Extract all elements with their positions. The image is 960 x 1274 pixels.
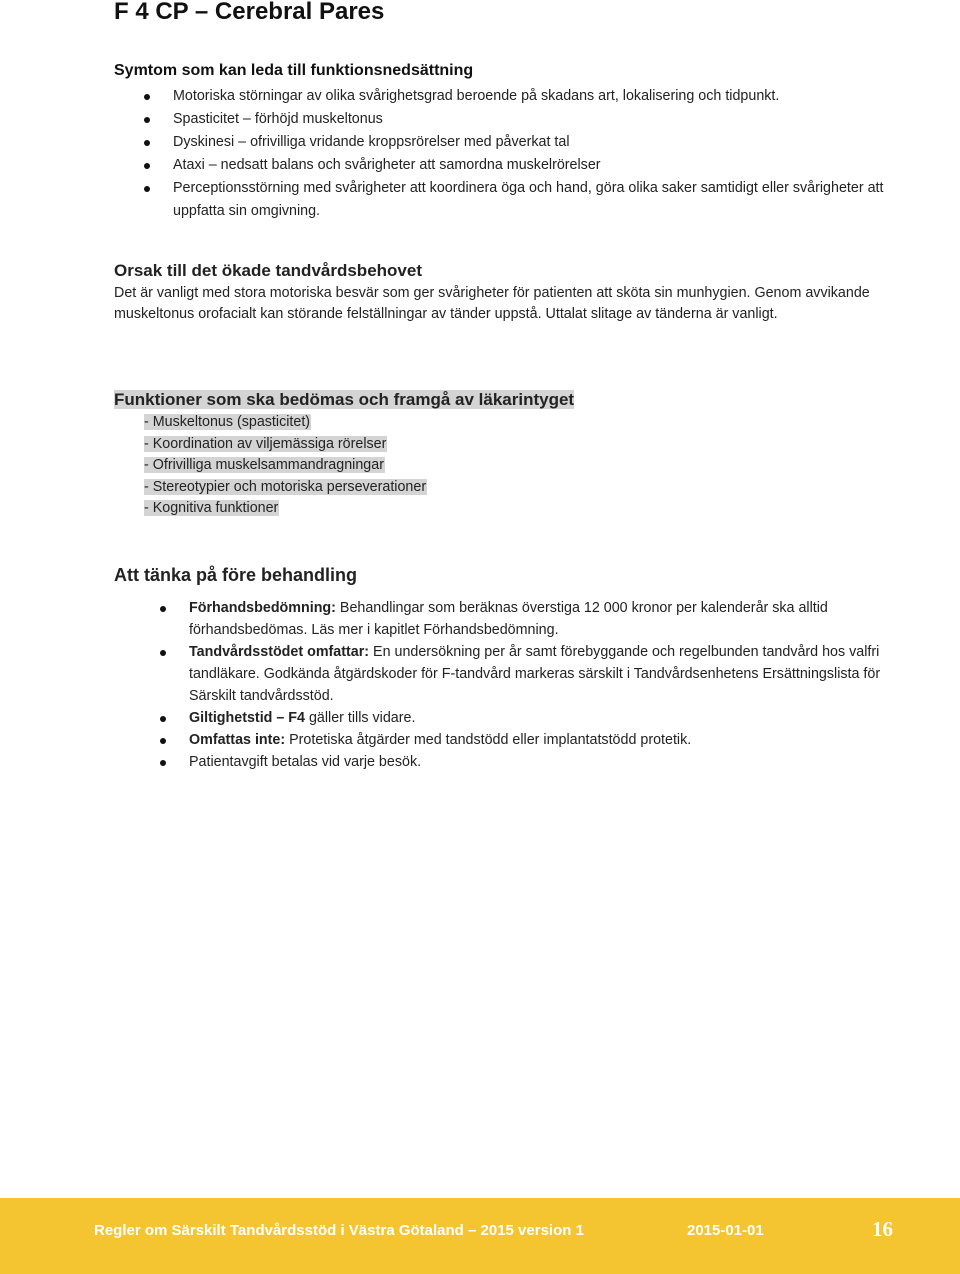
- bullet-icon: [144, 186, 150, 192]
- page-title: F 4 CP – Cerebral Pares: [114, 0, 385, 25]
- bullet-icon: [144, 94, 150, 100]
- functions-heading: Funktioner som ska bedömas och framgå av läkarintyget: [114, 390, 575, 409]
- list-item: Perceptionsstörning med svårigheter att koordinera öga och hand, göra olika saker samtidigt eller svårigheter att uppfatta sin omgivning.: [173, 177, 908, 223]
- list-item: - Kognitiva funktioner: [144, 500, 279, 516]
- list-item: Motoriska störningar av olika svårighetsgrad beroende på skadans art, lokalisering och tidpunkt.: [173, 85, 908, 108]
- footer-date: 2015-01-01: [687, 1222, 764, 1239]
- list-item: Dyskinesi – ofrivilliga vridande kroppsrörelser med påverkat tal: [173, 131, 908, 154]
- before-list: [189, 597, 909, 773]
- before-heading: Att tänka på före behandling: [114, 565, 358, 585]
- cause-heading: Orsak till det ökade tandvårdsbehovet: [114, 261, 422, 280]
- list-item: Spasticitet – förhöjd muskeltonus: [173, 108, 908, 131]
- list-item: - Ofrivilliga muskelsammandragningar: [144, 457, 384, 473]
- list-item: Omfattas inte: Protetiska åtgärder med tandstödd eller implantatstödd protetik.: [189, 729, 909, 751]
- bullet-icon: [160, 716, 166, 722]
- list-item: - Koordination av viljemässiga rörelser: [144, 435, 387, 452]
- list-item: - Muskeltonus (spasticitet): [144, 414, 311, 430]
- symptoms-heading: Symtom som kan leda till funktionsnedsättning: [114, 62, 474, 79]
- list-item: Patientavgift betalas vid varje besök.: [189, 751, 909, 773]
- symptoms-list: [173, 85, 908, 223]
- list-item: Giltighetstid – F4 gäller tills vidare.: [189, 707, 909, 729]
- bullet-icon: [160, 606, 166, 612]
- bullet-icon: [160, 650, 166, 656]
- bullet-icon: [144, 117, 150, 123]
- list-item: Tandvårdsstödet omfattar: En undersökning per år samt förebyggande och regelbunden tandvård hos valfri tandläkare. Godkända åtgärdskoder för F-tandvård markeras särskilt i Tandvårdsenhetens Ersättningslista för Särskilt tandvårdsstöd.: [189, 641, 909, 707]
- list-item: - Stereotypier och motoriska perseverationer: [144, 478, 427, 495]
- footer-text: Regler om Särskilt Tandvårdsstöd i Västra Götaland – 2015 version 1: [94, 1222, 584, 1239]
- cause-text: Det är vanligt med stora motoriska besvär som ger svårigheter för patienten att sköta sin munhygien. Genom avvikande muskeltonus orofacialt kan störande felställningar av tänder uppstå. Uttalat slitage av tänderna är vanligt.: [114, 285, 870, 322]
- bullet-icon: [160, 760, 166, 766]
- bullet-icon: [144, 163, 150, 169]
- list-item: Ataxi – nedsatt balans och svårigheter att samordna muskelrörelser: [173, 154, 908, 177]
- page-number: 16: [872, 1217, 893, 1241]
- functions-list: [144, 412, 427, 520]
- bullet-icon: [160, 738, 166, 744]
- bullet-icon: [144, 140, 150, 146]
- list-item: Förhandsbedömning: Behandlingar som beräknas överstiga 12 000 kronor per kalenderår ska alltid förhandsbedömas. Läs mer i kapitlet Förhandsbedömning.: [189, 597, 909, 641]
